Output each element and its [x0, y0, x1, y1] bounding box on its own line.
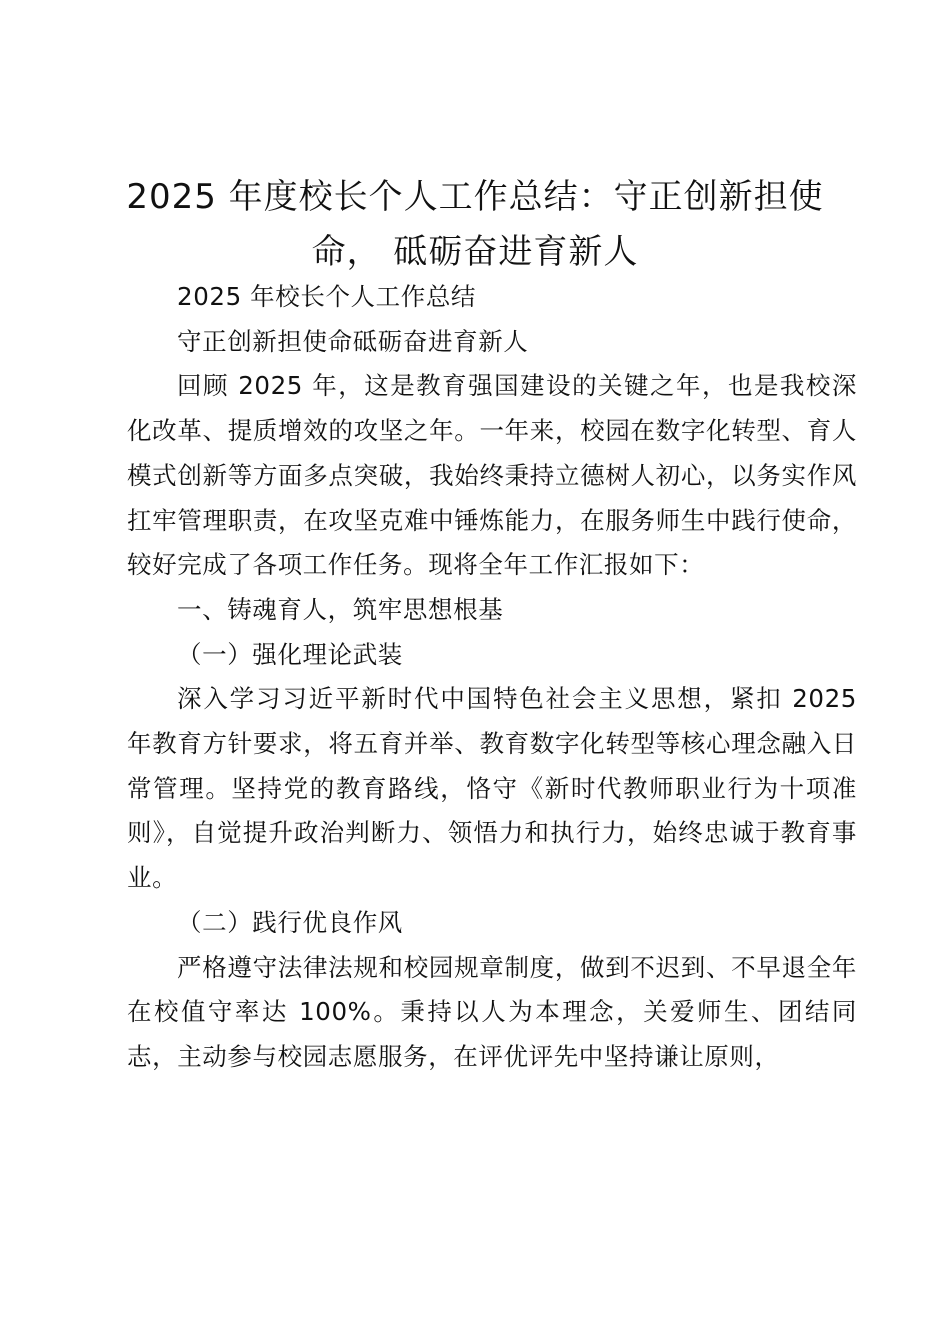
body-paragraph: 深入学习习近平新时代中国特色社会主义思想，紧扣 2025 年教育方针要求，将五育并举、教育数字化转型等核心理念融入日常管理。坚持党的教育路线，恪守《新时代教师职业行为十项准则》，自觉提升政治判断力、领悟力和执行力，始终忠诚于教育事业。 — [127, 684, 857, 893]
subtitle-line: 2025 年校长个人工作总结 — [177, 282, 477, 311]
subsection-heading: （一）强化理论武装 — [177, 639, 403, 669]
document-title: 2025 年度校长个人工作总结：守正创新担使命， 砥砺奋进育新人 — [126, 177, 824, 272]
intro-paragraph: 回顾 2025 年，这是教育强国建设的关键之年，也是我校深化改革、提质增效的攻坚之年。一年来，校园在数字化转型、育人模式创新等方面多点突破，我始终秉持立德树人初心，以务实作风扛牢管理职责，在攻坚克难中锤炼能力，在服务师生中践行使命，较好完成了各项工作任务。现将全年工作汇报如下： — [127, 371, 857, 580]
body-paragraph: 严格遵守法律法规和校园规章制度，做到不迟到、不早退全年在校值守率达 100%。秉持以人为本理念，关爱师生、团结同志，主动参与校园志愿服务，在评优评先中坚持谦让原则， — [127, 952, 857, 1071]
document-body — [127, 275, 857, 1080]
subtitle-line: 守正创新担使命砥砺奋进育新人 — [177, 326, 529, 356]
section-heading: 一、铸魂育人，筑牢思想根基 — [177, 594, 504, 624]
subsection-heading: （二）践行优良作风 — [177, 907, 403, 937]
